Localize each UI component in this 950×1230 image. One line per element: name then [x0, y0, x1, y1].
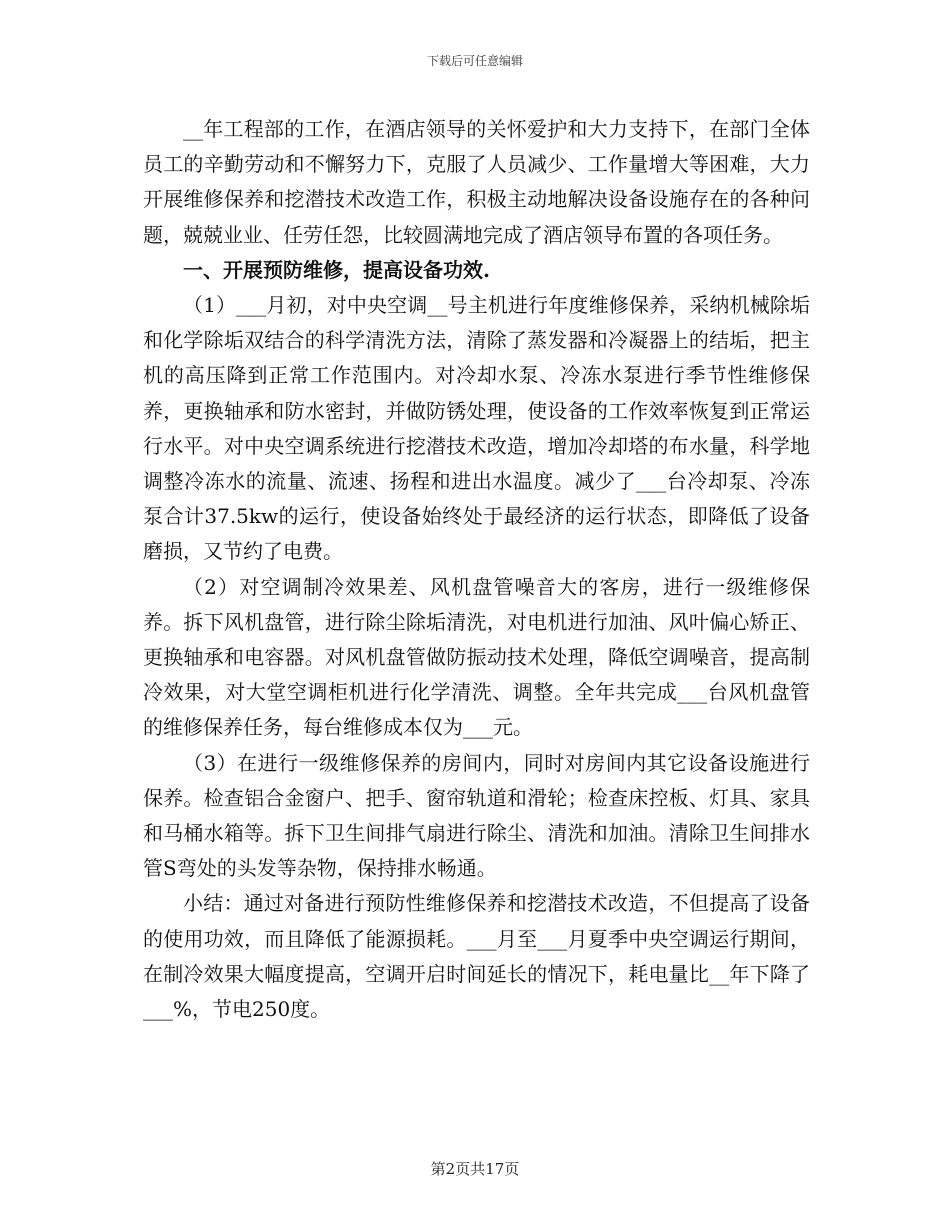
intro-paragraph: __年工程部的工作，在酒店领导的关怀爱护和大力支持下，在部门全体员工的辛勤劳动和不懈努力下，克服了人员减少、工作量增大等困难，大力开展维修保养和挖潜技术改造工作，积极主动地解决设备设施存在的各种问题，兢兢业业、任劳任怨，比较圆满地完成了酒店领导布置的各项任务。	[143, 117, 810, 247]
page-header: 下载后可任意编辑	[426, 54, 523, 68]
item-2-paragraph: （2）对空调制冷效果差、风机盘管噪音大的客房，进行一级维修保养。拆下风机盘管，进行除尘除垢清洗，对电机进行加油、风叶偏心矫正、更换轴承和电容器。对风机盘管做防振动技术处理，降低空调噪音，提高制冷效果，对大堂空调柜机进行化学清洗、调整。全年共完成___台风机盘管的维修保养任务，每台维修成本仅为___元。	[143, 574, 810, 740]
document-body	[143, 112, 810, 1027]
item-3-paragraph: （3）在进行一级维修保养的房间内，同时对房间内其它设备设施进行保养。检查铝合金窗户、把手、窗帘轨道和滑轮；检查床控板、灯具、家具和马桶水箱等。拆下卫生间排气扇进行除尘、清洗和加油。清除卫生间排水管S弯处的头发等杂物，保持排水畅通。	[143, 750, 810, 881]
section-heading: 一、开展预防维修，提高设备功效.	[183, 257, 490, 282]
page-number: 第2页共17页	[430, 1160, 520, 1178]
summary-paragraph: 小结：通过对备进行预防性维修保养和挖潜技术改造，不但提高了设备的使用功效，而且降低了能源损耗。___月至___月夏季中央空调运行期间，在制冷效果大幅度提高，空调开启时间延长的情况下，耗电量比__年下降了___%，节电250度。	[143, 891, 810, 1022]
item-1-paragraph: （1）___月初，对中央空调__号主机进行年度维修保养，采纳机械除垢和化学除垢双结合的科学清洗方法，清除了蒸发器和冷凝器上的结垢，把主机的高压降到正常工作范围内。对冷却水泵、冷冻水泵进行季节性维修保养，更换轴承和防水密封，并做防锈处理，使设备的工作效率恢复到正常运行水平。对中央空调系统进行挖潜技术改造，增加冷却塔的布水量，科学地调整冷冻水的流量、流速、扬程和进出水温度。减少了___台冷却泵、冷冻泵合计37.5kw的运行，使设备始终处于最经济的运行状态，即降低了设备磨损，又节约了电费。	[143, 293, 810, 564]
